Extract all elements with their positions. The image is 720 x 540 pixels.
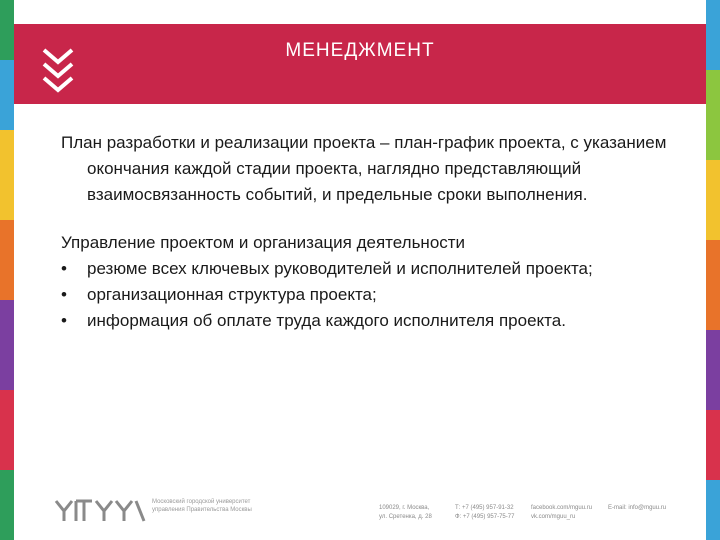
- footer-email[interactable]: E-mail: info@mguu.ru: [608, 505, 667, 511]
- bullet-icon: •: [61, 285, 67, 304]
- facebook-link[interactable]: facebook.com/mguu.ru: [531, 505, 593, 511]
- slide: [14, 24, 706, 540]
- bullet-text: информация об оплате труда каждого исполнителя проекта.: [87, 311, 566, 330]
- right-color-edge: [706, 0, 720, 540]
- bullet-list: [61, 256, 701, 334]
- bullet-text: резюме всех ключевых руководителей и исполнителей проекта;: [87, 259, 593, 278]
- list-item: [61, 256, 701, 282]
- footer-address: 109029, г. Москва, ул. Сретенка, д. 28: [379, 505, 432, 520]
- footer-phones: Т: +7 (495) 957-91-32 Ф: +7 (495) 957-75-77: [455, 505, 515, 520]
- left-color-edge: [0, 0, 14, 540]
- plan-paragraph: План разработки и реализации проекта – план-график проекта, с указанием окончания каждой стадии проекта, наглядно представляющий взаимосвязанность событий, и предельные сроки выполнения.: [61, 133, 667, 204]
- header-band: [14, 24, 706, 104]
- footer: [14, 494, 706, 540]
- management-section: [61, 230, 701, 334]
- bullet-icon: •: [61, 259, 67, 278]
- list-item: [61, 282, 701, 308]
- section-heading: Управление проектом и организация деятельности: [61, 233, 466, 252]
- list-item: [61, 308, 701, 334]
- vk-link[interactable]: vk.com/mguu_ru: [531, 514, 576, 520]
- university-logo-icon: [54, 499, 146, 523]
- page-title: МЕНЕДЖМЕНТ: [285, 40, 435, 61]
- slide-body: [61, 130, 701, 334]
- bullet-icon: •: [61, 311, 67, 330]
- bullet-text: организационная структура проекта;: [87, 285, 377, 304]
- logo-caption: Московский городской университет управления Правительства Москвы: [152, 499, 252, 513]
- footer-social-links: [531, 504, 592, 522]
